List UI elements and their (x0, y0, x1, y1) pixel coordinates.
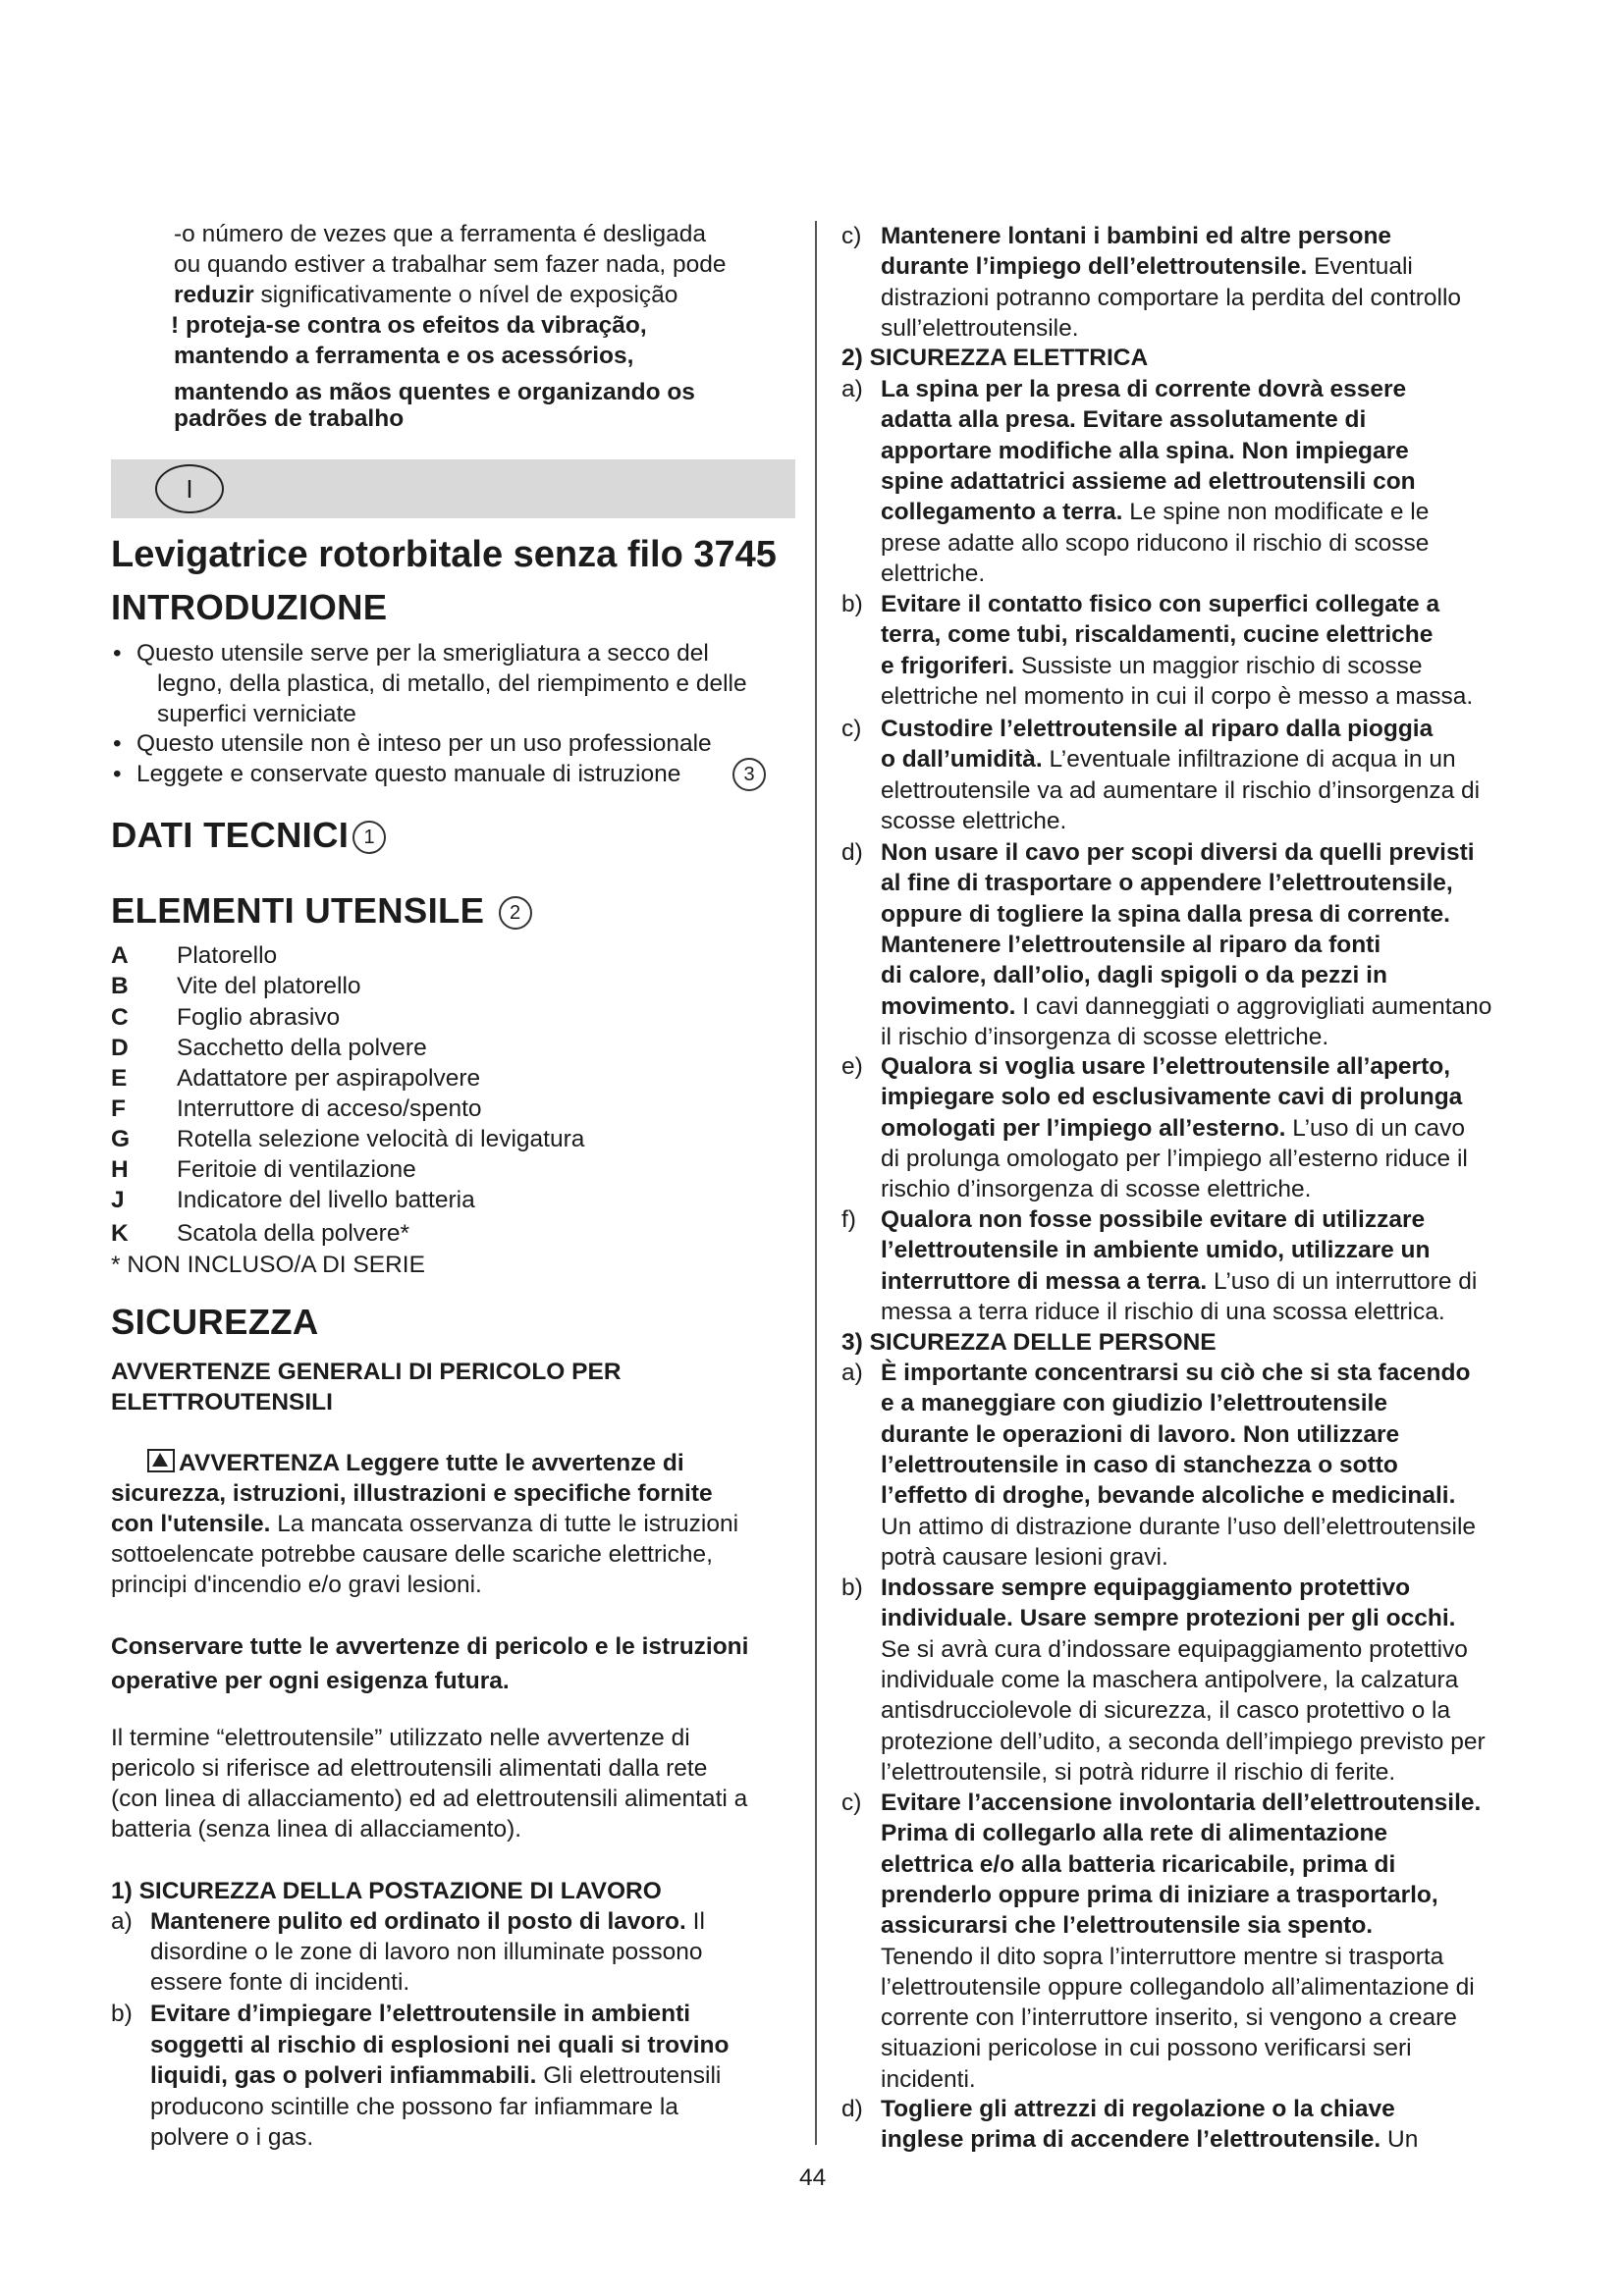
item-line (881, 1144, 1468, 1175)
item-line-bold: adatta alla presa. Evitare assolutamente di (881, 406, 1367, 434)
item-line (881, 221, 1391, 252)
pt-rest: significativamente o nível de exposição (253, 282, 678, 308)
conservare-line-1: Conservare tutte le avvertenze di pericolo e le istruzioni (111, 1633, 749, 1660)
item-line-bold: collegamento a terra. (881, 499, 1123, 526)
column-divider (815, 221, 817, 2145)
item-line (150, 1999, 690, 2030)
sicurezza-heading: SICUREZZA (111, 1302, 319, 1342)
part-key: F (111, 1095, 126, 1122)
item-line (881, 1419, 1399, 1451)
item-line (881, 1480, 1455, 1512)
item-line (881, 497, 1429, 528)
avvertenze-heading-1: AVVERTENZE GENERALI DI PERICOLO PER (111, 1359, 622, 1385)
item-line (881, 1695, 1450, 1727)
item-line-bold: omologati per l’impiego all’esterno. (881, 1114, 1286, 1142)
item-line-bold: Qualora si voglia usare l’elettroutensile all’aperto, (881, 1053, 1451, 1080)
part-label: Vite del platorello (177, 973, 361, 999)
item-letter: b) (841, 1575, 863, 1601)
intro-bullet-1-line-2: legno, della plastica, di metallo, del riempimento e delle (157, 670, 747, 697)
item-letter: a) (841, 1360, 863, 1386)
item-line-text: Tenendo il dito sopra l’interruttore mentre si trasporta (881, 1943, 1444, 1970)
item-line-text: protezione dell’udito, a seconda dell’impiego previsto per (881, 1728, 1486, 1755)
item-line-text: Un attimo di distrazione durante l’uso dell’elettroutensile (881, 1513, 1477, 1540)
language-badge: I (155, 464, 224, 513)
item-line-text: prese adatte allo scopo riducono il rischio di scosse (881, 529, 1430, 557)
item-line (881, 991, 1491, 1023)
item-line (881, 1603, 1455, 1634)
section-heading: 3) SICUREZZA DELLE PERSONE (841, 1329, 1217, 1356)
item-line-bold: soggetti al rischio di esplosioni nei quali si trovino (150, 2031, 730, 2058)
item-line (881, 1174, 1312, 1205)
warning-line-2: sicurezza, istruzioni, illustrazioni e specifiche fornite (111, 1480, 713, 1507)
item-line (881, 1818, 1387, 1849)
item-line (881, 1972, 1475, 2003)
item-line-bold: liquidi, gas o polveri infiammabili. (150, 2062, 537, 2089)
avvertenze-heading-2: ELETTROUTENSILI (111, 1389, 333, 1415)
item-line-text: corrente con l’interruttore inserito, si vengono a creare (881, 2004, 1457, 2032)
part-key: J (111, 1187, 125, 1213)
item-line-bold: È importante concentrarsi su ciò che si sta facendo (881, 1360, 1471, 1386)
item-line-text: Sussiste un maggior rischio di scosse (1014, 652, 1423, 679)
item-letter: b) (111, 2001, 133, 2027)
dati-ref-circle: 1 (352, 821, 386, 854)
item-line (150, 2060, 721, 2092)
dati-heading: DATI TECNICI 1 (111, 814, 386, 857)
warning-line-3: con l'utensile. La mancata osservanza di tutte le istruzioni (111, 1511, 739, 1537)
item-line (881, 1757, 1395, 1789)
item-line (881, 1727, 1486, 1758)
sec1-heading: 1) SICUREZZA DELLA POSTAZIONE DI LAVORO (111, 1878, 662, 1904)
part-label: Sacchetto della polvere (177, 1035, 427, 1061)
item-line (150, 1967, 409, 1999)
item-line (150, 1906, 705, 1938)
item-line (881, 2064, 976, 2096)
item-line (881, 2033, 1412, 2064)
item-line-text: polvere o i gas. (150, 2124, 314, 2151)
item-line (881, 960, 1387, 991)
item-line-text: L’uso di un interruttore di (1207, 1267, 1478, 1295)
item-letter: c) (841, 1789, 862, 1816)
item-line (881, 528, 1429, 560)
page-number: 44 (799, 2164, 827, 2191)
item-line (881, 559, 985, 590)
part-key: E (111, 1065, 128, 1092)
item-line (150, 2092, 678, 2123)
item-line (881, 466, 1416, 498)
item-line-text: essere fonte di incidenti. (150, 1969, 410, 1996)
item-line-bold: Mantenere pulito ed ordinato il posto di lavoro. (150, 1908, 686, 1935)
item-line-text: rischio d’insorgenza di scosse elettriche. (881, 1176, 1312, 1203)
item-line-text: distrazioni potranno comportare la perdita del controllo (881, 284, 1462, 311)
item-line-text: scosse elettriche. (881, 807, 1067, 834)
item-line-bold: Indossare sempre equipaggiamento protettivo (881, 1575, 1411, 1601)
item-line-bold: oppure di togliere la spina dalla presa di corrente. (881, 900, 1450, 928)
item-line-bold: individuale. Usare sempre protezioni per gli occhi. (881, 1605, 1456, 1632)
pt-bold-line-1: ! proteja-se contra os efeitos da vibração, (171, 312, 647, 339)
item-line-text: messa a terra riduce il rischio di una scossa elettrica. (881, 1298, 1445, 1325)
pt-bold-line-3: mantendo as mãos quentes e organizando os (174, 379, 695, 405)
section-heading: 2) SICUREZZA ELETTRICA (841, 345, 1149, 371)
part-label: Platorello (177, 942, 278, 969)
item-line (881, 436, 1409, 467)
item-line-text: disordine o le zone di lavoro non illuminate possono (150, 1939, 703, 1965)
intro-ref-circle: 3 (729, 758, 766, 791)
item-line (881, 899, 1450, 931)
warning-line-4: sottoelencate potrebbe causare delle scariche elettriche, (111, 1541, 713, 1568)
item-line-bold: Togliere gli attrezzi di regolazione o la chiave (881, 2096, 1395, 2122)
intro-heading: INTRODUZIONE (111, 587, 388, 627)
intro-bullet-3: • Leggete e conservate questo manuale di istruzione (136, 759, 680, 790)
termine-line-3: (con linea di allacciamento) ed ad elettroutensili alimentati a (111, 1786, 748, 1812)
intro-bullet-1: • Questo utensile serve per la smerigliatura a secco del (136, 638, 709, 669)
item-line (881, 714, 1433, 745)
warning-line-1: AVVERTENZA Leggere tutte le avvertenze di (147, 1448, 684, 1479)
part-key: A (111, 942, 129, 969)
termine-line-2: pericolo si riferisce ad elettroutensili alimentati dalla rete (111, 1755, 708, 1782)
item-line (881, 1388, 1387, 1419)
item-line-text: producono scintille che possono far infiammare la (150, 2093, 678, 2120)
item-line (881, 1665, 1458, 1696)
item-line (881, 775, 1480, 807)
item-line-text: Il (685, 1908, 705, 1935)
item-line (881, 313, 1079, 345)
conservare-line-2: operative per ogni esigenza futura. (111, 1668, 510, 1694)
item-line-bold: o dall’umidità. (881, 746, 1043, 774)
item-line (881, 681, 1473, 713)
pt-text-line-1: -o número de vezes que a ferramenta é desligada (174, 221, 707, 247)
item-line-bold: elettrica e/o alla batteria ricaricabile, prima di (881, 1850, 1396, 1878)
item-line (881, 806, 1066, 837)
item-line (150, 2030, 729, 2061)
item-line (881, 1358, 1470, 1389)
pt-bold-line-2: mantendo a ferramenta e os acessórios, (174, 343, 634, 369)
part-key: B (111, 973, 129, 999)
item-line (881, 283, 1461, 314)
item-line-bold: durante l’impiego dell’elettroutensile. (881, 253, 1308, 281)
pt-bold-line-4: padrões de trabalho (174, 405, 405, 432)
item-letter: e) (841, 1053, 863, 1080)
item-line (881, 1022, 1328, 1053)
part-label: Adattatore per aspirapolvere (177, 1065, 481, 1092)
item-line-text: l’elettroutensile, si potrà ridurre il rischio di ferite. (881, 1758, 1396, 1786)
item-line-bold: l’elettroutensile in ambiente umido, utilizzare un (881, 1237, 1431, 1264)
elementi-ref-circle: 2 (499, 896, 532, 930)
item-letter: a) (841, 376, 863, 402)
part-label: Feritoie di ventilazione (177, 1156, 416, 1183)
item-line-bold: al fine di trasportare o appendere l’elettroutensile, (881, 870, 1453, 897)
item-letter: f) (841, 1206, 856, 1233)
intro-bullet-2: • Questo utensile non è inteso per un uso professionale (136, 728, 712, 760)
item-line (881, 1573, 1410, 1604)
item-line (881, 651, 1422, 682)
warning-triangle-icon (147, 1449, 175, 1472)
item-line (881, 1634, 1468, 1666)
item-line-bold: l’effetto di droghe, bevande alcoliche e medicinali. (881, 1482, 1456, 1510)
item-line-text: L’eventuale infiltrazione di acqua in un (1042, 746, 1456, 774)
item-line-text: Le spine non modificate e le (1122, 499, 1430, 526)
part-key: D (111, 1035, 129, 1061)
item-line (881, 251, 1413, 283)
elementi-heading: ELEMENTI UTENSILE 2 (111, 889, 532, 933)
item-line (881, 1113, 1465, 1145)
item-line (881, 2094, 1395, 2125)
item-line (881, 2002, 1457, 2034)
item-line-text: I cavi danneggiati o aggrovigliati aumentano (1015, 992, 1492, 1020)
item-line-text: Gli elettroutensili (536, 2062, 722, 2089)
item-line (881, 589, 1439, 620)
part-label: Interruttore di acceso/spento (177, 1095, 482, 1122)
part-key: C (111, 1004, 129, 1031)
item-line (881, 1788, 1481, 1819)
item-line-bold: impiegare solo ed esclusivamente cavi di prolunga (881, 1084, 1463, 1111)
item-line-bold: apportare modifiche alla spina. Non impiegare (881, 437, 1409, 464)
item-line-text: di prolunga omologato per l’impiego all’esterno riduce il (881, 1145, 1468, 1172)
item-line-bold: Non usare il cavo per scopi diversi da quelli previsti (881, 839, 1475, 866)
item-line (881, 868, 1453, 899)
item-line (150, 2122, 313, 2154)
item-line (881, 404, 1366, 436)
item-line (881, 1849, 1395, 1881)
item-line-bold: Evitare d’impiegare l’elettroutensile in ambienti (150, 2001, 691, 2027)
item-line (881, 619, 1433, 651)
item-line-bold: di calore, dall’olio, dagli spigoli o da pezzi in (881, 962, 1387, 989)
item-line-bold: e frigoriferi. (881, 652, 1015, 679)
item-line-text: potrà causare lesioni gravi. (881, 1543, 1168, 1571)
pt-bold-word: reduzir (174, 282, 254, 308)
part-key: H (111, 1156, 129, 1183)
item-letter: d) (841, 2096, 863, 2122)
part-key: K (111, 1220, 129, 1247)
item-line-bold: terra, come tubi, riscaldamenti, cucine elettriche (881, 621, 1434, 649)
item-line-text: elettriche nel momento in cui il corpo è messo a massa. (881, 682, 1474, 710)
item-line-text: incidenti. (881, 2065, 976, 2093)
item-line-bold: assicurarsi che l’elettroutensile sia spento. (881, 1912, 1374, 1940)
termine-line-1: Il termine “elettroutensile” utilizzato nelle avvertenze di (111, 1725, 690, 1751)
item-line (881, 1082, 1462, 1113)
item-line-text: L’uso di un cavo (1285, 1114, 1466, 1142)
item-letter: a) (111, 1908, 133, 1935)
part-label: Indicatore del livello batteria (177, 1187, 475, 1213)
item-line-bold: durante le operazioni di lavoro. Non utilizzare (881, 1420, 1400, 1448)
item-line-bold: inglese prima di accendere l’elettroutensile. (881, 2126, 1381, 2154)
parts-note: * NON INCLUSO/A DI SERIE (111, 1252, 425, 1278)
item-line-text: individuale come la maschera antipolvere, la calzatura (881, 1666, 1459, 1693)
part-label: Rotella selezione velocità di levigatura (177, 1126, 585, 1152)
item-line (881, 930, 1380, 961)
item-line-bold: Prima di collegarlo alla rete di alimentazione (881, 1820, 1388, 1847)
item-line-text: Eventuali (1307, 253, 1413, 281)
item-line (881, 1051, 1450, 1083)
pt-text-line-2: ou quando estiver a trabalhar sem fazer nada, pode (174, 251, 727, 278)
item-line-text: elettriche. (881, 560, 986, 587)
item-letter: c) (841, 716, 862, 742)
item-line (881, 1297, 1445, 1328)
warning-line-5: principi d'incendio e/o gravi lesioni. (111, 1572, 482, 1598)
part-label: Foglio abrasivo (177, 1004, 341, 1031)
product-title: Levigatrice rotorbitale senza filo 3745 (111, 534, 777, 575)
item-line-text: elettroutensile va ad aumentare il rischio d’insorgenza di (881, 776, 1481, 804)
item-line (881, 1512, 1476, 1543)
item-line (881, 1266, 1477, 1298)
item-line-bold: Mantenere lontani i bambini ed altre persone (881, 223, 1392, 249)
item-line (881, 1542, 1168, 1574)
item-line-text: il rischio d’insorgenza di scosse elettriche. (881, 1023, 1329, 1050)
item-line-bold: interruttore di messa a terra. (881, 1267, 1208, 1295)
item-line (881, 1880, 1438, 1911)
part-label: Scatola della polvere* (177, 1220, 409, 1247)
item-line-text: sull’elettroutensile. (881, 314, 1079, 342)
item-line (881, 744, 1456, 775)
item-line-bold: La spina per la presa di corrente dovrà essere (881, 376, 1407, 402)
item-line-text: Se si avrà cura d’indossare equipaggiamento protettivo (881, 1635, 1468, 1663)
item-letter: b) (841, 591, 863, 617)
item-line (881, 1942, 1443, 1973)
pt-text-line-3 (174, 280, 677, 310)
item-line-text: Un (1380, 2126, 1419, 2154)
item-line-bold: Qualora non fosse possibile evitare di utilizzare (881, 1206, 1426, 1233)
item-line-text: antisdrucciolevole di sicurezza, il casco protettivo o la (881, 1697, 1451, 1725)
intro-bullet-1-line-3: superfici verniciate (157, 701, 356, 727)
termine-line-4: batteria (senza linea di allacciamento). (111, 1816, 522, 1842)
item-line (881, 1204, 1425, 1236)
item-line (881, 837, 1475, 869)
item-line-text: l’elettroutensile oppure collegandolo all’alimentazione di (881, 1973, 1475, 2001)
item-line-bold: Custodire l’elettroutensile al riparo dalla pioggia (881, 716, 1434, 742)
item-line (881, 1910, 1373, 1942)
item-line (881, 1235, 1431, 1266)
item-line-bold: Evitare l’accensione involontaria dell’elettroutensile. (881, 1789, 1482, 1816)
item-line (881, 2124, 1418, 2156)
item-line (881, 1450, 1398, 1481)
item-letter: d) (841, 839, 863, 866)
item-line-bold: movimento. (881, 992, 1016, 1020)
item-line (150, 1937, 703, 1968)
item-line-bold: spine adattatrici assieme ad elettroutensili con (881, 467, 1416, 495)
item-line-bold: Mantenere l’elettroutensile al riparo da fonti (881, 931, 1381, 958)
item-letter: c) (841, 223, 862, 249)
item-line-bold: e a maneggiare con giudizio l’elettroutensile (881, 1390, 1387, 1417)
part-key: G (111, 1126, 131, 1152)
item-line (881, 374, 1406, 405)
item-line-bold: Evitare il contatto fisico con superfici collegate a (881, 591, 1440, 617)
item-line-bold: prenderlo oppure prima di iniziare a trasportarlo, (881, 1881, 1438, 1908)
item-line-text: situazioni pericolose in cui possono verificarsi seri (881, 2035, 1412, 2062)
item-line-bold: l’elettroutensile in caso di stanchezza o sotto (881, 1451, 1398, 1478)
